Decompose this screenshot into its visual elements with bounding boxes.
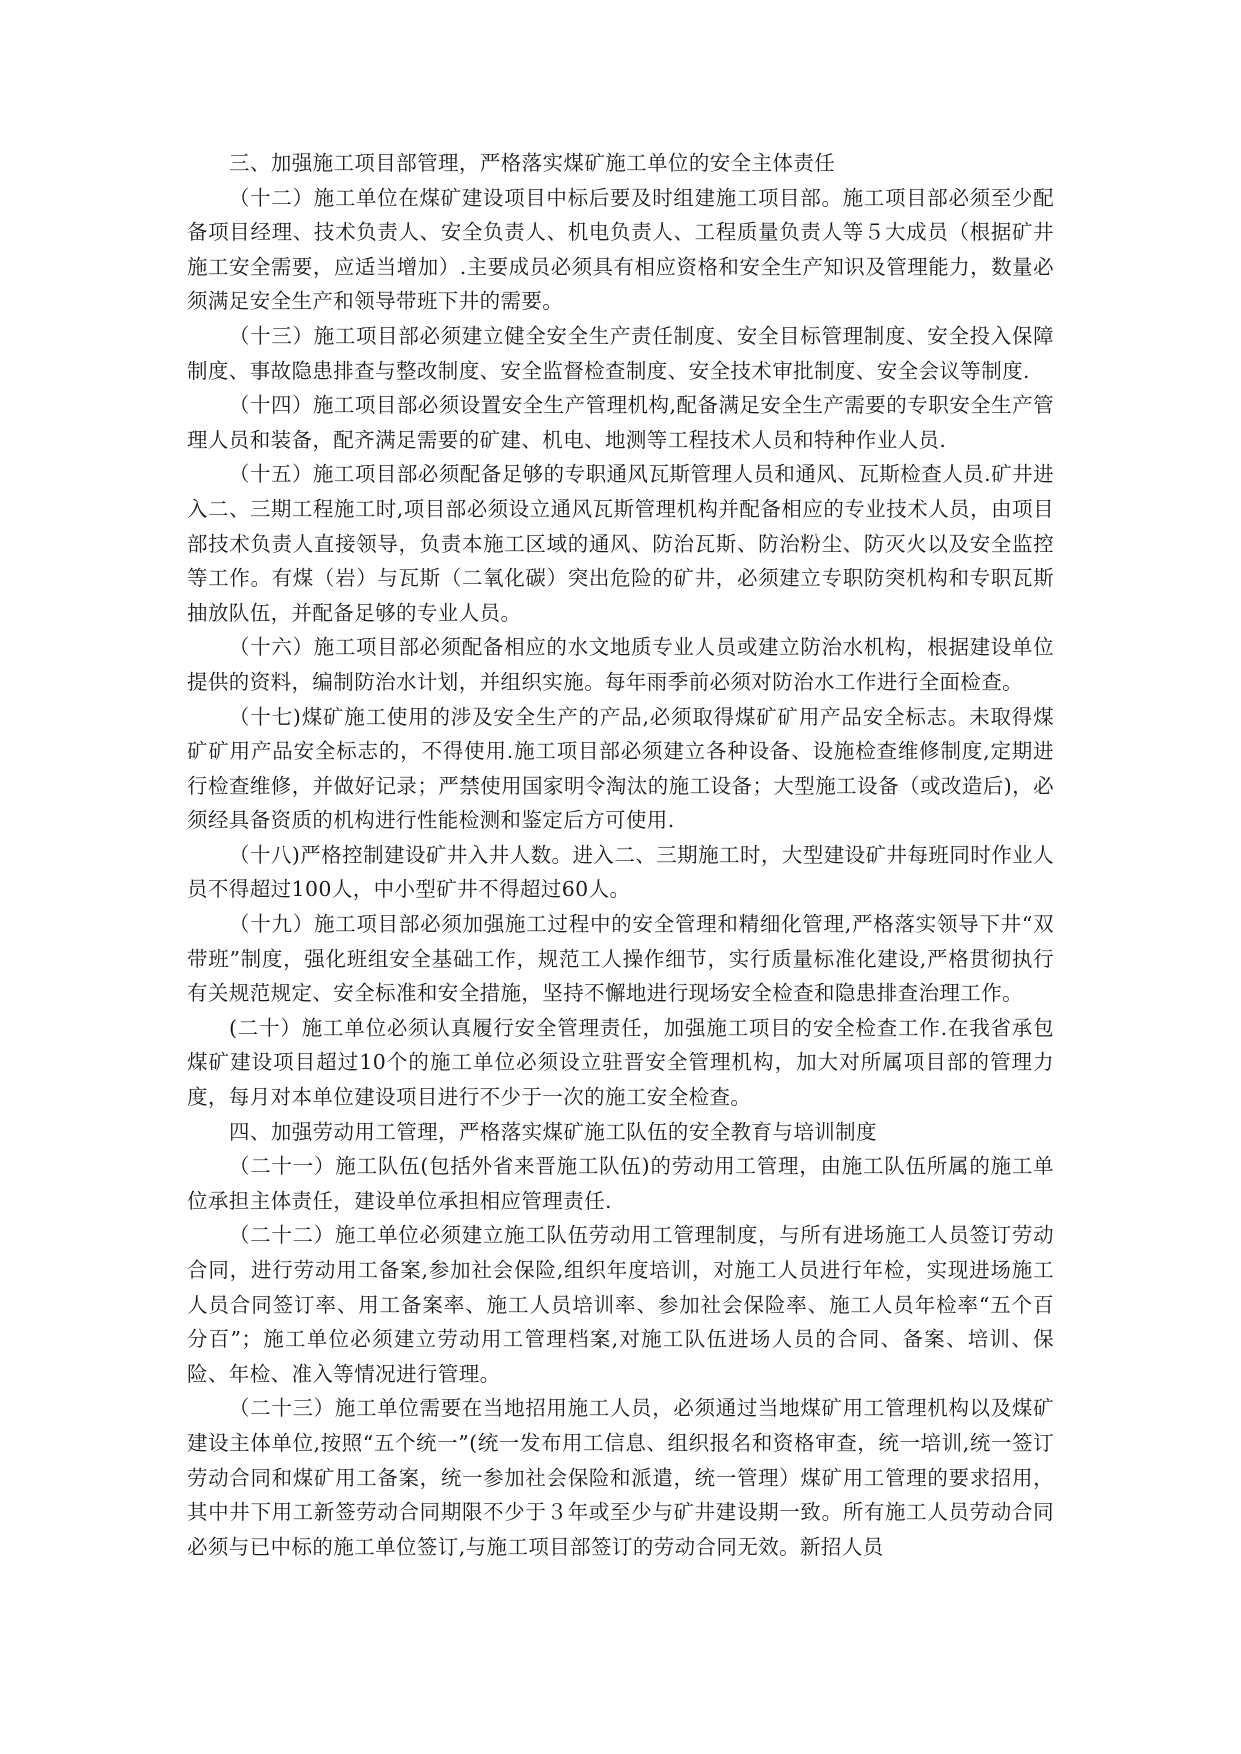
paragraph-18: （十八)严格控制建设矿井入井人数。进入二、三期施工时，大型建设矿井每班同时作业人员不得超过100人，中小型矿井不得超过60人。: [187, 842, 1054, 902]
paragraph-15: （十五）施工项目部必须配备足够的专职通风瓦斯管理人员和通风、瓦斯检查人员.矿井进入二、三期工程施工时,项目部必须设立通风瓦斯管理机构并配备相应的专业技术人员，由项目部技术负责人直接领导，负责本施工区域的通风、防治瓦斯、防治粉尘、防灭火以及安全监控等工作。有煤（岩）与瓦斯（二氧化碳）突出危险的矿井，必须建立专职防突机构和专职瓦斯抽放队伍，并配备足够的专业人员。: [187, 462, 1054, 625]
paragraph-16: （十六）施工项目部必须配备相应的水文地质专业人员或建立防治水机构，根据建设单位提供的资料，编制防治水计划，并组织实施。每年雨季前必须对防治水工作进行全面检查。: [187, 635, 1054, 694]
paragraph-20: (二十）施工单位必须认真履行安全管理责任，加强施工项目的安全检查工作.在我省承包煤矿建设项目超过10个的施工单位必须设立驻晋安全管理机构，加大对所属项目部的管理力度，每月对本单位建设项目进行不少于一次的施工安全检查。: [187, 1015, 1054, 1110]
section-heading-3: 三、加强施工项目部管理，严格落实煤矿施工单位的安全主体责任: [229, 151, 836, 175]
paragraph-22: （二十二）施工单位必须建立施工队伍劳动用工管理制度，与所有进场施工人员签订劳动合同，进行劳动用工备案,参加社会保险,组织年度培训，对施工人员进行年检，实现进场施工人员合同签订率、用工备案率、施工人员培训率、参加社会保险率、施工人员年检率“五个百分百”；施工单位必须建立劳动用工管理档案,对施工队伍进场人员的合同、备案、培训、保险、年检、准入等情况进行管理。: [187, 1223, 1054, 1386]
paragraph-13: （十三）施工项目部必须建立健全安全生产责任制度、安全目标管理制度、安全投入保障制度、事故隐患排查与整改制度、安全监督检查制度、安全技术审批制度、安全会议等制度.: [187, 323, 1054, 383]
paragraph-12: （十二）施工单位在煤矿建设项目中标后要及时组建施工项目部。施工项目部必须至少配备项目经理、技术负责人、安全负责人、机电负责人、工程质量负责人等５大成员（根据矿井施工安全需要，应适当增加）.主要成员必须具有相应资格和安全生产知识及管理能力，数量必须满足安全生产和领导带班下井的需要。: [187, 185, 1054, 314]
section-heading-4: 四、加强劳动用工管理，严格落实煤矿施工队伍的安全教育与培训制度: [229, 1119, 877, 1144]
paragraph-19: （十九）施工项目部必须加强施工过程中的安全管理和精细化管理,严格落实领导下井“双带班”制度，强化班组安全基础工作，规范工人操作细节，实行质量标准化建设,严格贯彻执行有关规范规定、安全标准和安全措施，坚持不懈地进行现场安全检查和隐患排查治理工作。: [187, 912, 1054, 1006]
paragraph-14: （十四）施工项目部必须设置安全生产管理机构,配备满足安全生产需要的专职安全生产管理人员和装备，配齐满足需要的矿建、机电、地测等工程技术人员和特种作业人员.: [187, 393, 1054, 452]
document-page: [187, 146, 1054, 1564]
paragraph-23: （二十三）施工单位需要在当地招用施工人员，必须通过当地煤矿用工管理机构以及煤矿建设主体单位,按照“五个统一”(统一发布用工信息、组织报名和资格审查，统一培训,统一签订劳动合同和煤矿用工备案，统一参加社会保险和派遣，统一管理）煤矿用工管理的要求招用，其中井下用工新签劳动合同期限不少于３年或至少与矿井建设期一致。所有施工人员劳动合同必须与已中标的施工单位签订,与施工项目部签订的劳动合同无效。新招人员: [187, 1396, 1054, 1559]
paragraph-21: （二十一）施工队伍(包括外省来晋施工队伍)的劳动用工管理，由施工队伍所属的施工单位承担主体责任，建设单位承担相应管理责任.: [187, 1154, 1054, 1213]
paragraph-17: （十七)煤矿施工使用的涉及安全生产的产品,必须取得煤矿矿用产品安全标志。未取得煤矿矿用产品安全标志的，不得使用.施工项目部必须建立各种设备、设施检查维修制度,定期进行检查维修，并做好记录；严禁使用国家明令淘汰的施工设备；大型施工设备（或改造后)，必须经具备资质的机构进行性能检测和鉴定后方可使用.: [187, 704, 1054, 833]
